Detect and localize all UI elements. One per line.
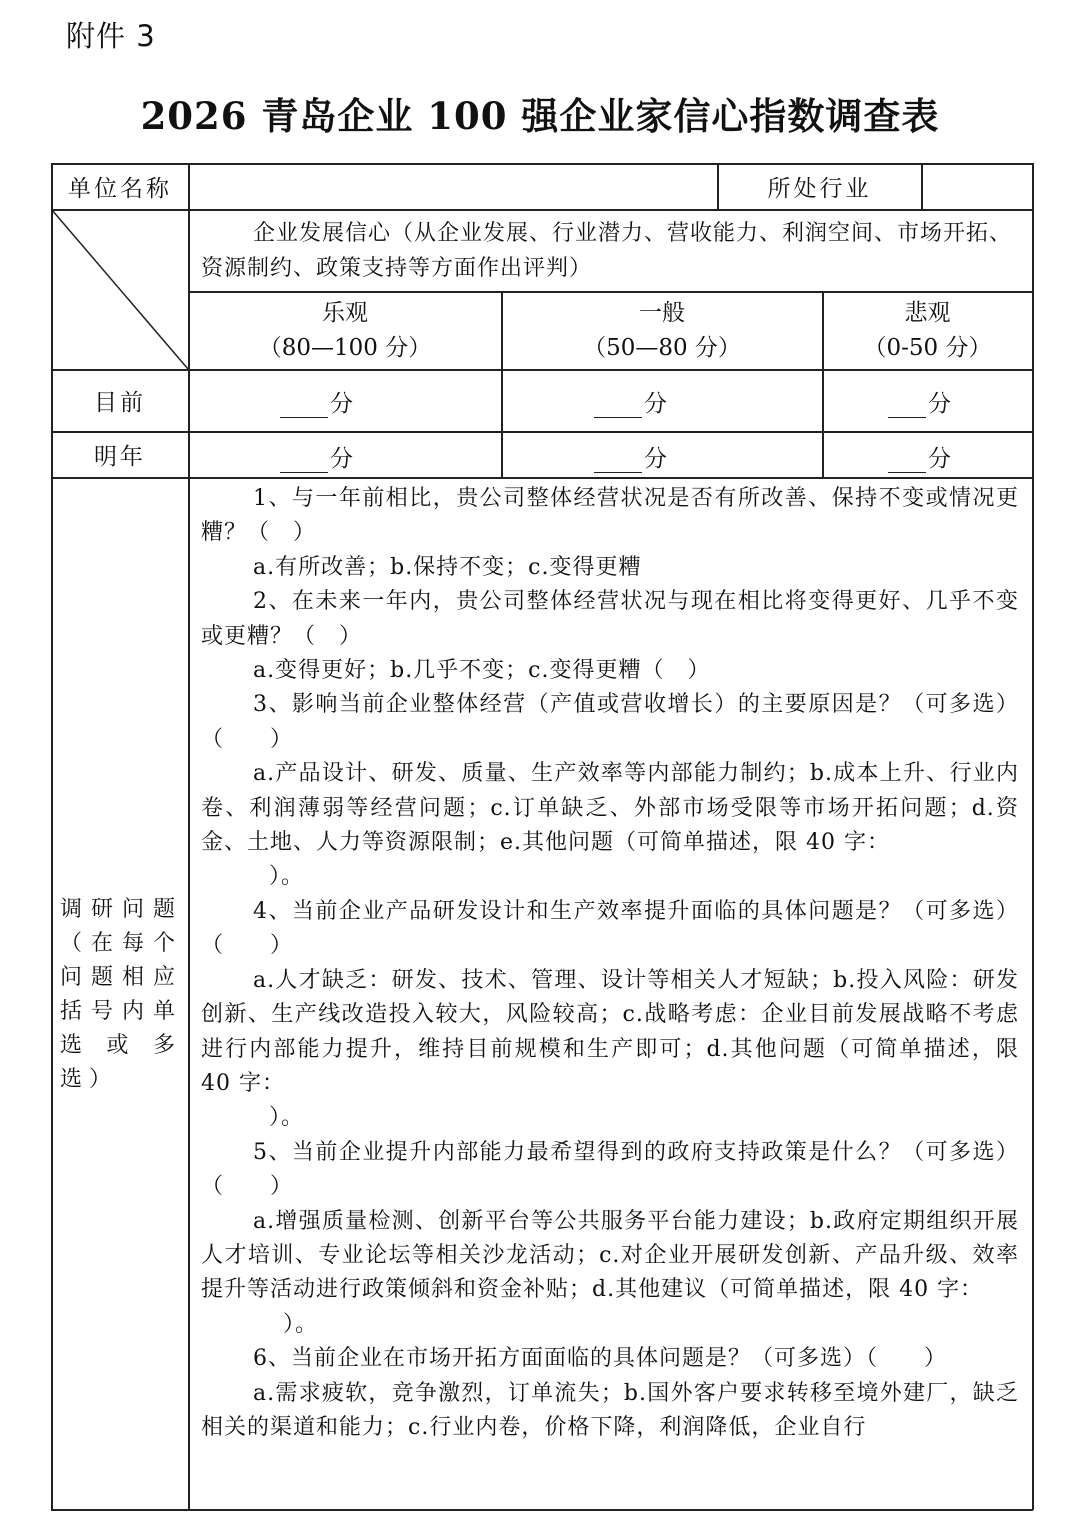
confidence-description: 企业发展信心（从企业发展、行业潜力、营收能力、利润空间、市场开拓、资源制约、政策支持等方面作出评判） <box>201 221 1013 281</box>
question-1-options: a.有所改善；b.保持不变；c.变得更糟 <box>253 554 642 580</box>
score-unit: 分 <box>928 391 951 417</box>
level-optimistic <box>189 296 501 366</box>
question-3-options: a.产品设计、研发、质量、生产效率等内部能力制约；b.成本上升、行业内卷、利润薄弱等经营问题；c.订单缺乏、外部市场受限等市场开拓问题；d.资金、土地、人力等资源限制；e.其他问题（可简单描述，限 40 字： <box>201 761 1019 856</box>
question-2: 2、在未来一年内，贵公司整体经营状况与现在相比将变得更好、几乎不变或更糟？（ ） <box>201 589 1019 649</box>
question-1: 1、与一年前相比，贵公司整体经营状况是否有所改善、保持不变或情况更糟？（ ） <box>201 486 1019 546</box>
score-unit: 分 <box>644 446 667 472</box>
level-average <box>502 296 822 366</box>
level-range: （80—100 分） <box>258 335 432 361</box>
row-label-next-year: 明年 <box>94 444 146 470</box>
score-unit: 分 <box>644 391 667 417</box>
score-field-current-optimistic[interactable] <box>280 385 353 418</box>
score-field-next-average[interactable] <box>594 440 667 473</box>
attachment-label: 附件 3 <box>66 19 156 53</box>
question-3-closing: ）。 <box>269 864 305 890</box>
level-name: 一般 <box>639 300 685 326</box>
questions-block <box>201 482 1019 1445</box>
level-name: 悲观 <box>904 300 951 326</box>
score-field-next-pessimistic[interactable] <box>888 440 951 473</box>
question-4-closing: ）。 <box>269 1105 305 1131</box>
industry-label: 所处行业 <box>767 176 872 202</box>
unit-name-label: 单位名称 <box>68 176 172 202</box>
level-pessimistic <box>823 296 1032 366</box>
score-unit: 分 <box>330 446 353 472</box>
research-questions-label: 调研问题（在每个问题相应括号内单选或多选） <box>60 897 182 1092</box>
question-3: 3、影响当前企业整体经营（产值或营收增长）的主要原因是？（可多选）（ ） <box>201 692 1019 752</box>
score-field-next-optimistic[interactable] <box>280 440 353 473</box>
score-unit: 分 <box>330 391 353 417</box>
question-5-closing: ）。 <box>283 1311 319 1337</box>
question-6: 6、当前企业在市场开拓方面面临的具体问题是？（可多选）（ ） <box>253 1346 947 1372</box>
question-2-options: a.变得更好；b.几乎不变；c.变得更糟（ ） <box>253 658 711 684</box>
page-title: 2026 青岛企业 100 强企业家信心指数调查表 <box>140 94 940 138</box>
question-6-options: a.需求疲软，竞争激烈，订单流失；b.国外客户要求转移至境外建厂，缺乏相关的渠道和能力；c.行业内卷，价格下降，利润降低，企业自行 <box>201 1380 1019 1440</box>
question-5-options: a.增强质量检测、创新平台等公共服务平台能力建设；b.政府定期组织开展人才培训、专业论坛等相关沙龙活动；c.对企业开展研发创新、产品升级、效率提升等活动进行政策倾斜和资金补贴；d.其他建议（可简单描述，限 40 字： <box>201 1208 1019 1303</box>
level-name: 乐观 <box>322 300 368 326</box>
row-label-current: 目前 <box>94 390 146 416</box>
question-4: 4、当前企业产品研发设计和生产效率提升面临的具体问题是？（可多选）（ ） <box>201 898 1019 959</box>
diagonal-header-line <box>51 209 189 370</box>
level-range: （50—80 分） <box>583 335 741 361</box>
question-5: 5、当前企业提升内部能力最希望得到的政府支持政策是什么？（可多选）（ ） <box>201 1139 1019 1200</box>
score-unit: 分 <box>928 446 951 472</box>
score-field-current-pessimistic[interactable] <box>888 385 951 418</box>
level-range: （0-50 分） <box>863 335 992 361</box>
industry-field[interactable] <box>922 164 1032 209</box>
question-4-options: a.人才缺乏：研发、技术、管理、设计等相关人才短缺；b.投入风险：研发创新、生产线改造投入较大，风险较高；c.战略考虑：企业目前发展战略不考虑进行内部能力提升，维持目前规模和生产即可；d.其他问题（可简单描述，限 40 字： <box>201 967 1019 1096</box>
score-field-current-average[interactable] <box>594 385 667 418</box>
unit-name-field[interactable] <box>189 164 717 209</box>
